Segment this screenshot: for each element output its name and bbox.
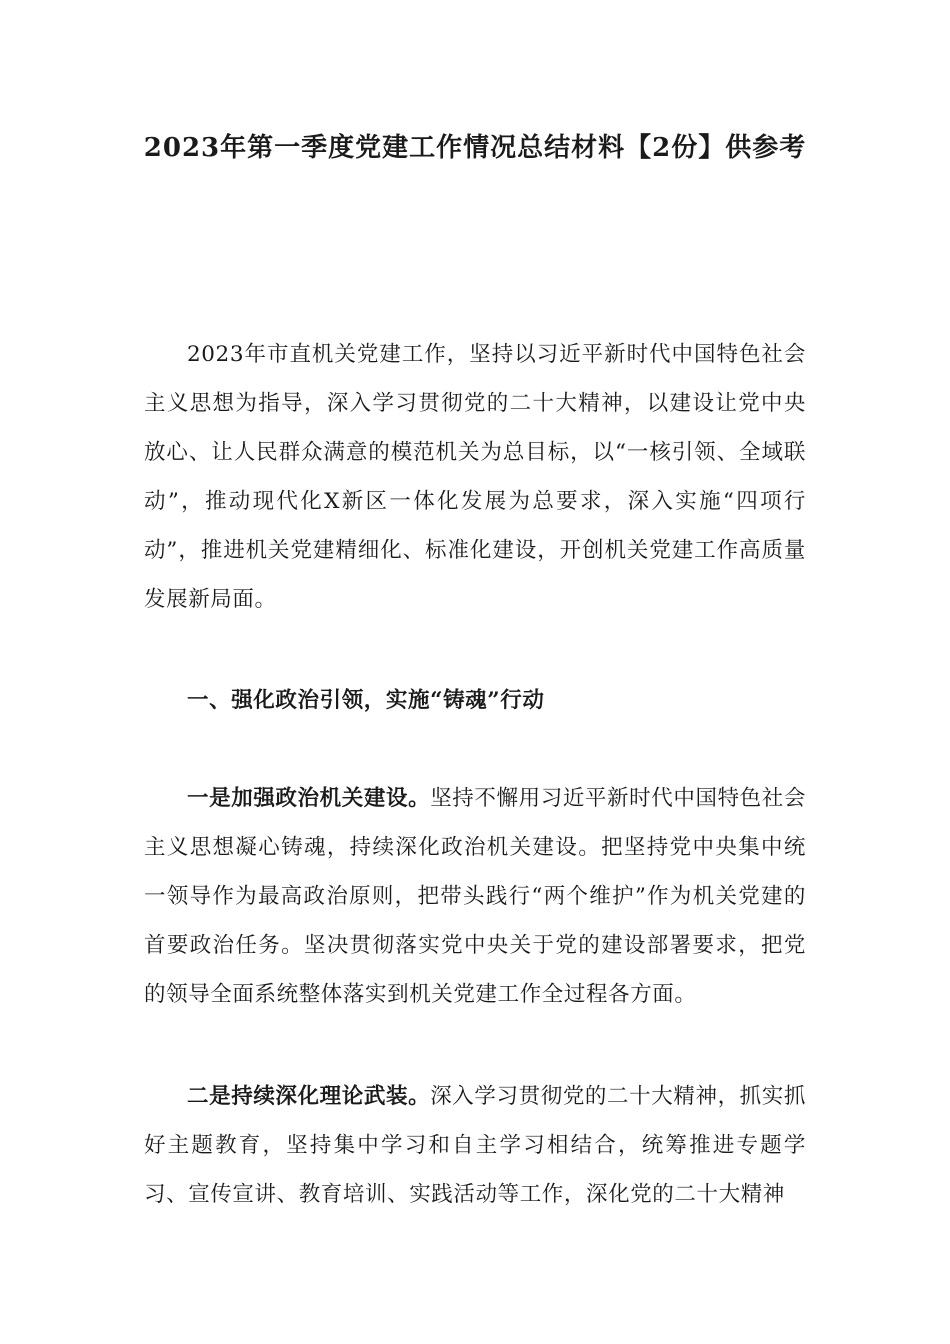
item-paragraph-2: [144, 1072, 806, 1219]
item-paragraph-1: [144, 774, 806, 1019]
item-lead-2: 二是持续深化理论武装。: [187, 1084, 431, 1109]
item-body-2: 深入学习贯彻党的二十大精神，抓实抓好主题教育，坚持集中学习和自主学习相结合，统筹推进专题学习、宣传宣讲、教育培训、实践活动等工作，深化党的二十大精神: [144, 1084, 807, 1207]
intro-paragraph: 2023年市直机关党建工作，坚持以习近平新时代中国特色社会主义思想为指导，深入学习贯彻党的二十大精神，以建设让党中央放心、让人民群众满意的模范机关为总目标，以“一核引领、全域联动”，推动现代化X新区一体化发展为总要求，深入实施“四项行动”，推进机关党建精细化、标准化建设，开创机关党建工作高质量发展新局面。: [144, 342, 806, 612]
section-heading: 一、强化政治引领，实施“铸魂”行动: [187, 688, 545, 713]
document-title: 2023年第一季度党建工作情况总结材料【2份】供参考: [143, 133, 807, 163]
item-body-1: 坚持不懈用习近平新时代中国特色社会主义思想凝心铸魂，持续深化政治机关建设。把坚持党中央集中统一领导作为最高政治原则，把带头践行“两个维护”作为机关党建的首要政治任务。坚决贯彻落实党中央关于党的建设部署要求，把党的领导全面系统整体落实到机关党建工作全过程各方面。: [144, 786, 807, 1007]
item-lead-1: 一是加强政治机关建设。: [187, 786, 431, 811]
